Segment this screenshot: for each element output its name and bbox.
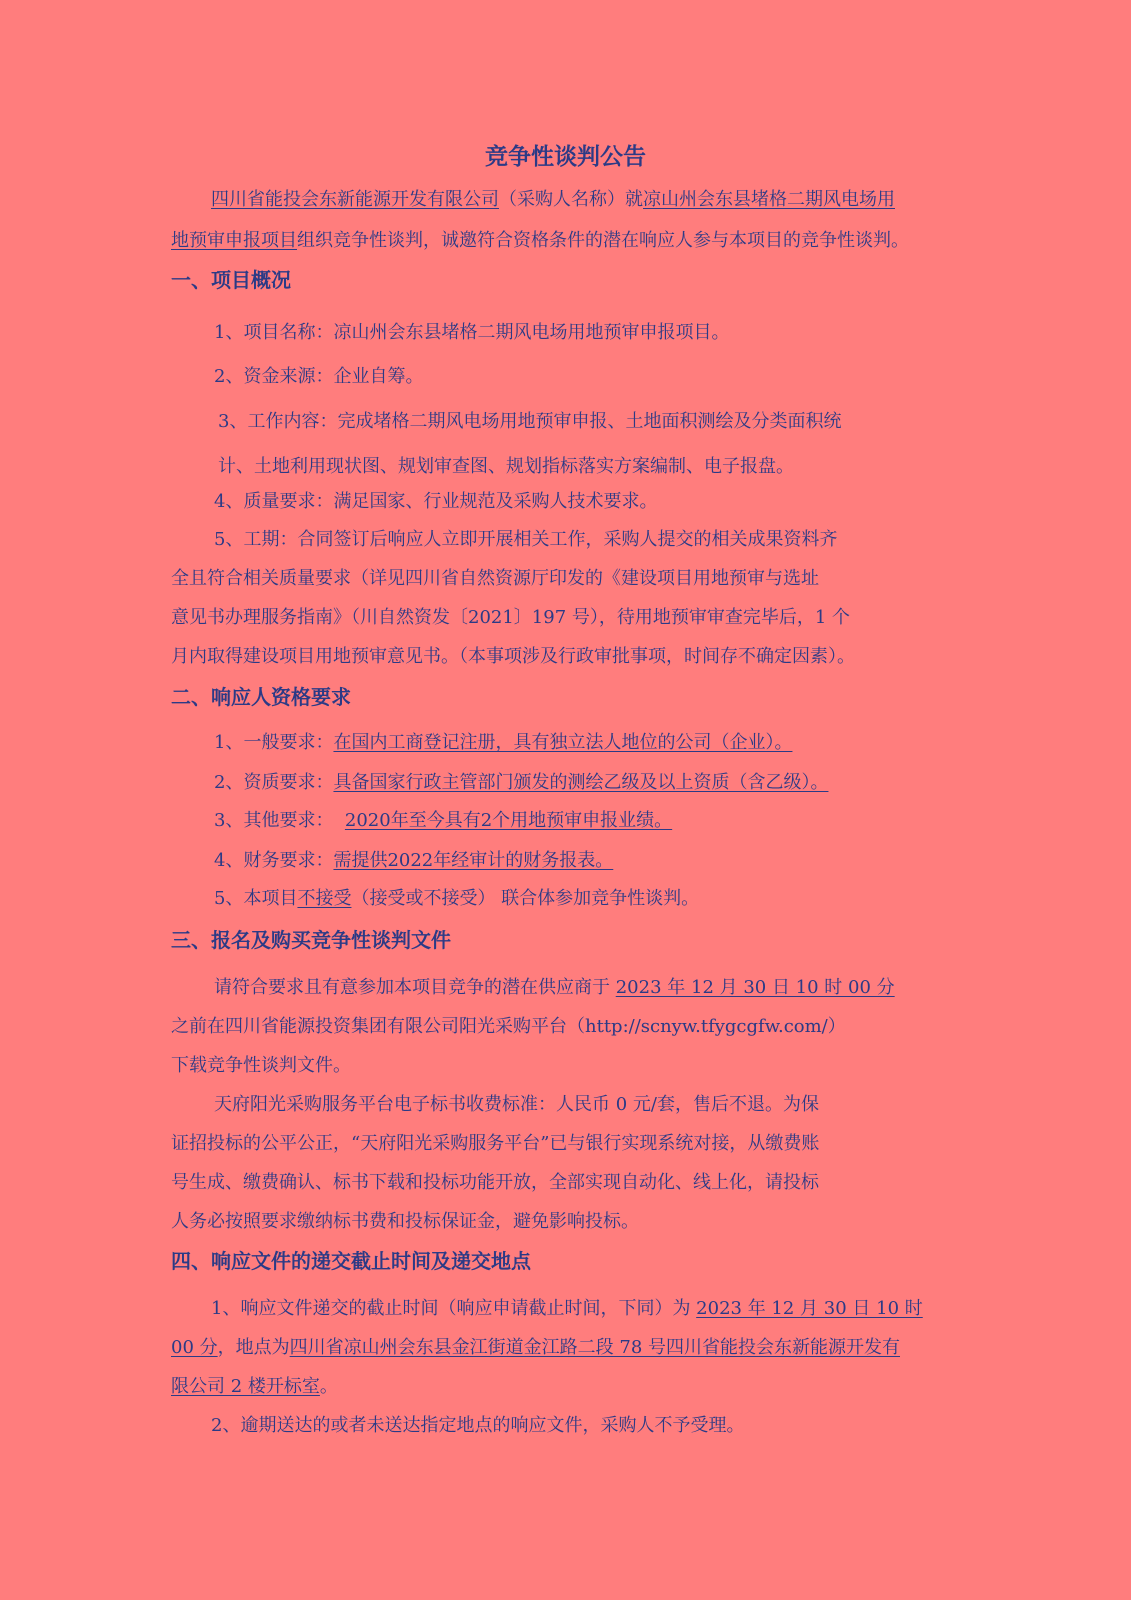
intro-line-1 [211, 187, 895, 213]
s4-deadline-b: 00 分 [171, 1337, 218, 1358]
s1-item5-line1: 5、工期：合同签订后响应人立即开展相关工作，采购人提交的相关成果资料齐 [214, 529, 838, 550]
s2-item3 [214, 808, 672, 834]
s3-p1-line3: 下载竞争性谈判文件。 [171, 1055, 351, 1076]
s4-p1-line1 [211, 1296, 923, 1322]
s4-end: 。 [319, 1376, 338, 1397]
s4-p2: 2、逾期送达的或者未送达指定地点的响应文件，采购人不予受理。 [211, 1415, 745, 1436]
s1-item3-line2: 计、土地利用现状图、规划审查图、规划指标落实方案编制、电子报盘。 [218, 456, 794, 477]
s3-p2-line1: 天府阳光采购服务平台电子标书收费标准：人民币 0 元/套，售后不退。为保 [214, 1094, 819, 1115]
intro-line-2 [171, 228, 909, 254]
s1-item5-line3: 意见书办理服务指南》（川自然资发〔2021〕197 号），待用地预审审查完毕后，1 个 [171, 607, 851, 628]
s2-item1-value: 在国内工商登记注册，具有独立法人地位的公司（企业）。 [333, 732, 793, 753]
intro-rest: 组织竞争性谈判，诚邀符合资格条件的潜在响应人参与本项目的竞争性谈判。 [297, 230, 909, 251]
section2-heading: 二、响应人资格要求 [171, 685, 351, 709]
buyer-note: （采购人名称）就 [499, 189, 643, 210]
s2-item5 [214, 886, 699, 912]
s2-item5-value: 不接受 [297, 888, 352, 909]
s2-item5-prefix: 5、本项目 [214, 888, 298, 909]
s2-item4-label: 4、财务要求： [214, 850, 334, 871]
s4-p1-prefix: 1、响应文件递交的截止时间（响应申请截止时间，下同）为 [211, 1298, 697, 1319]
s1-item3-line1: 3、工作内容：完成堵格二期风电场用地预审申报、土地面积测绘及分类面积统 [218, 411, 842, 432]
s2-item2-label: 2、资质要求： [214, 772, 334, 793]
s4-place-b: 限公司 2 楼开标室 [171, 1376, 320, 1397]
s1-item1: 1、项目名称：凉山州会东县堵格二期风电场用地预审申报项目。 [214, 322, 730, 343]
s2-item2 [214, 770, 828, 796]
buyer-name: 四川省能投会东新能源开发有限公司 [211, 189, 499, 210]
s1-item4: 4、质量要求：满足国家、行业规范及采购人技术要求。 [214, 491, 658, 512]
s4-p1-line3 [171, 1374, 338, 1400]
s3-p1-prefix: 请符合要求且有意参加本项目竞争的潜在供应商于 [214, 977, 616, 998]
s4-deadline-a: 2023 年 12 月 30 日 10 时 [696, 1298, 923, 1319]
s3-p2-line4: 人务必按照要求缴纳标书费和投标保证金，避免影响投标。 [171, 1211, 639, 1232]
section4-heading: 四、响应文件的递交截止时间及递交地点 [171, 1249, 531, 1273]
s2-item1 [214, 730, 792, 756]
s3-p2-line3: 号生成、缴费确认、标书下载和投标功能开放，全部实现自动化、线上化，请投标 [171, 1172, 819, 1193]
page-title: 竞争性谈判公告 [485, 144, 646, 170]
s2-item3-value: 2020年至今具有2个用地预审申报业绩。 [344, 810, 673, 831]
s4-p1-line2 [171, 1335, 900, 1361]
s1-item5-line2: 全且符合相关质量要求（详见四川省自然资源厅印发的《建设项目用地预审与选址 [171, 568, 819, 589]
project-name-part1: 凉山州会东县堵格二期风电场用 [643, 189, 895, 210]
s3-deadline: 2023 年 12 月 30 日 10 时 00 分 [615, 977, 895, 998]
s3-p1-line1 [214, 975, 895, 1001]
section3-heading: 三、报名及购买竞争性谈判文件 [171, 928, 451, 952]
s3-p1-line2: 之前在四川省能源投资集团有限公司阳光采购平台（http://scnyw.tfygcgfw.com/） [171, 1016, 846, 1037]
s2-item5-suffix: （接受或不接受） 联合体参加竞争性谈判。 [351, 888, 700, 909]
section1-heading: 一、项目概况 [171, 268, 291, 292]
s3-p2-line2: 证招投标的公平公正，“天府阳光采购服务平台”已与银行实现系统对接，从缴费账 [171, 1133, 820, 1154]
s2-item1-label: 1、一般要求： [214, 732, 334, 753]
s2-item4-value: 需提供2022年经审计的财务报表。 [333, 850, 614, 871]
project-name-part2: 地预审申报项目 [171, 230, 297, 251]
s4-mid: ，地点为 [217, 1337, 290, 1358]
s1-item2: 2、资金来源：企业自筹。 [214, 366, 424, 387]
s2-item2-value: 具备国家行政主管部门颁发的测绘乙级及以上资质（含乙级）。 [333, 772, 829, 793]
s4-place-a: 四川省凉山州会东县金江街道金江路二段 78 号四川省能投会东新能源开发有 [289, 1337, 900, 1358]
s1-item5-line4: 月内取得建设项目用地预审意见书。（本事项涉及行政审批事项，时间存不确定因素）。 [171, 646, 855, 667]
s2-item3-label: 3、其他要求： [214, 810, 334, 831]
s2-item4 [214, 848, 613, 874]
